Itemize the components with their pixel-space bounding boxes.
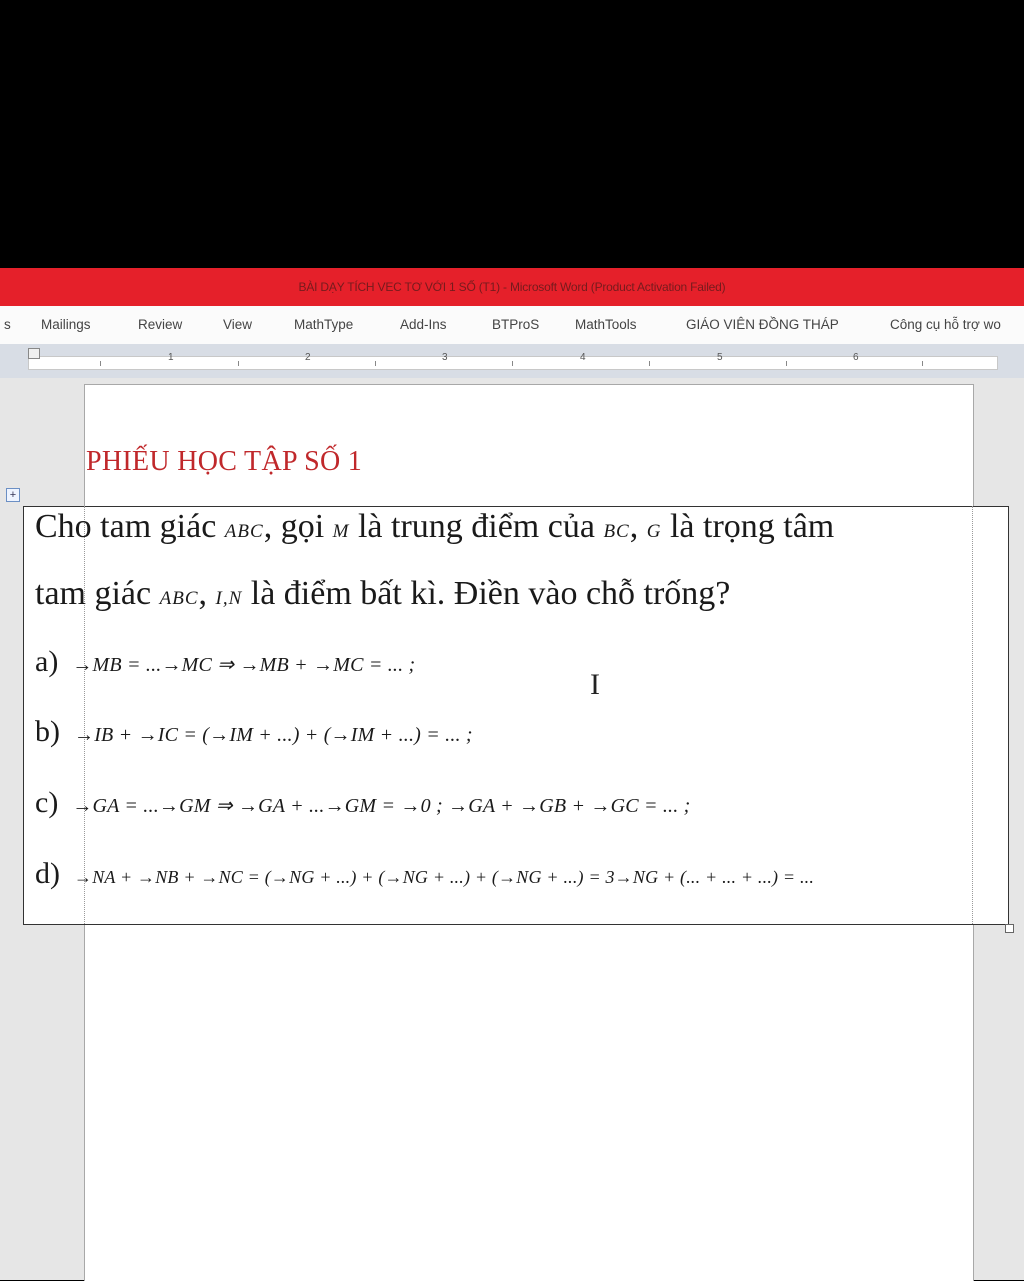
ruler-number: 6 [853,352,859,363]
ruler-number: 1 [168,352,174,363]
ruler-tick [238,361,239,366]
ruler-number: 4 [580,352,586,363]
math-g: G [646,521,662,542]
tab-btpros[interactable]: BTProS [492,317,540,332]
math-in: I,N [215,588,243,609]
item-expression: →IB + →IC = (→IM + ...) + (→IM + ...) = ... ; [74,724,473,746]
text-boundary-right [972,506,973,924]
worksheet-heading: PHIẾU HỌC TẬP SỐ 1 [86,446,363,477]
exercise-item-a [35,645,415,679]
tab-partial[interactable]: s [4,317,11,332]
text-run: tam giác [35,575,160,612]
item-label: c) [35,786,59,819]
exercise-item-b [35,715,473,749]
window-title: BÀI DẠY TÍCH VEC TƠ VỚI 1 SỐ (T1) - Microsoft Word (Product Activation Failed) [298,280,726,294]
item-label: b) [35,715,60,748]
text-cursor-icon: I [590,668,600,701]
table-resize-handle-icon[interactable] [1005,924,1014,933]
text-run: là trọng tâm [661,508,835,545]
text-run: là trung điểm của [349,508,604,545]
ruler-tick [100,361,101,366]
tab-cong-cu-ho-tro[interactable]: Công cụ hỗ trợ wo [890,317,1001,332]
exercise-item-d [35,857,814,891]
black-border-top [0,0,1024,268]
ruler-number: 5 [717,352,723,363]
window-title-bar [0,268,1024,306]
math-bc: BC [603,521,630,542]
tab-view[interactable]: View [223,317,253,332]
ruler-tick [375,361,376,366]
ruler-tick [649,361,650,366]
tab-add-ins[interactable]: Add-Ins [400,317,447,332]
ribbon-tab-bar [0,306,1024,345]
tab-mathtype[interactable]: MathType [294,317,354,332]
text-run: , [198,575,216,612]
tab-giao-vien-dong-thap[interactable]: GIÁO VIÊN ĐỒNG THÁP [686,317,839,332]
math-abc: ABC [224,521,264,542]
ruler-tick [786,361,787,366]
ruler-number: 2 [305,352,311,363]
ruler-number: 3 [442,352,448,363]
item-expression: →NA + →NB + →NC = (→NG + ...) + (→NG + ...) + (→NG + ...) = 3→NG + (... + ... + ...) = ... [74,867,815,887]
item-label: a) [35,645,59,678]
tab-mathtools[interactable]: MathTools [575,317,637,332]
indent-marker[interactable] [28,348,40,359]
math-m: M [332,521,350,542]
exercise-item-c [35,786,691,820]
problem-line-2 [35,575,730,613]
item-expression: →GA = ...→GM ⇒ →GA + ...→GM = →0 ; →GA + →GB + →GC = ... ; [72,795,691,817]
text-run: là điểm bất kì. Điền vào chỗ trống? [242,575,731,612]
math-abc: ABC [159,588,199,609]
text-run: , gọi [263,508,333,545]
tab-mailings[interactable]: Mailings [41,317,91,332]
text-run: , [629,508,647,545]
ruler-tick [512,361,513,366]
table-move-handle-icon[interactable]: + [6,488,20,502]
text-run: Cho tam giác [35,508,225,545]
tab-review[interactable]: Review [138,317,183,332]
item-expression: →MB = ...→MC ⇒ →MB + →MC = ... ; [72,654,416,676]
problem-line-1 [35,508,834,546]
item-label: d) [35,857,60,890]
ruler-tick [922,361,923,366]
